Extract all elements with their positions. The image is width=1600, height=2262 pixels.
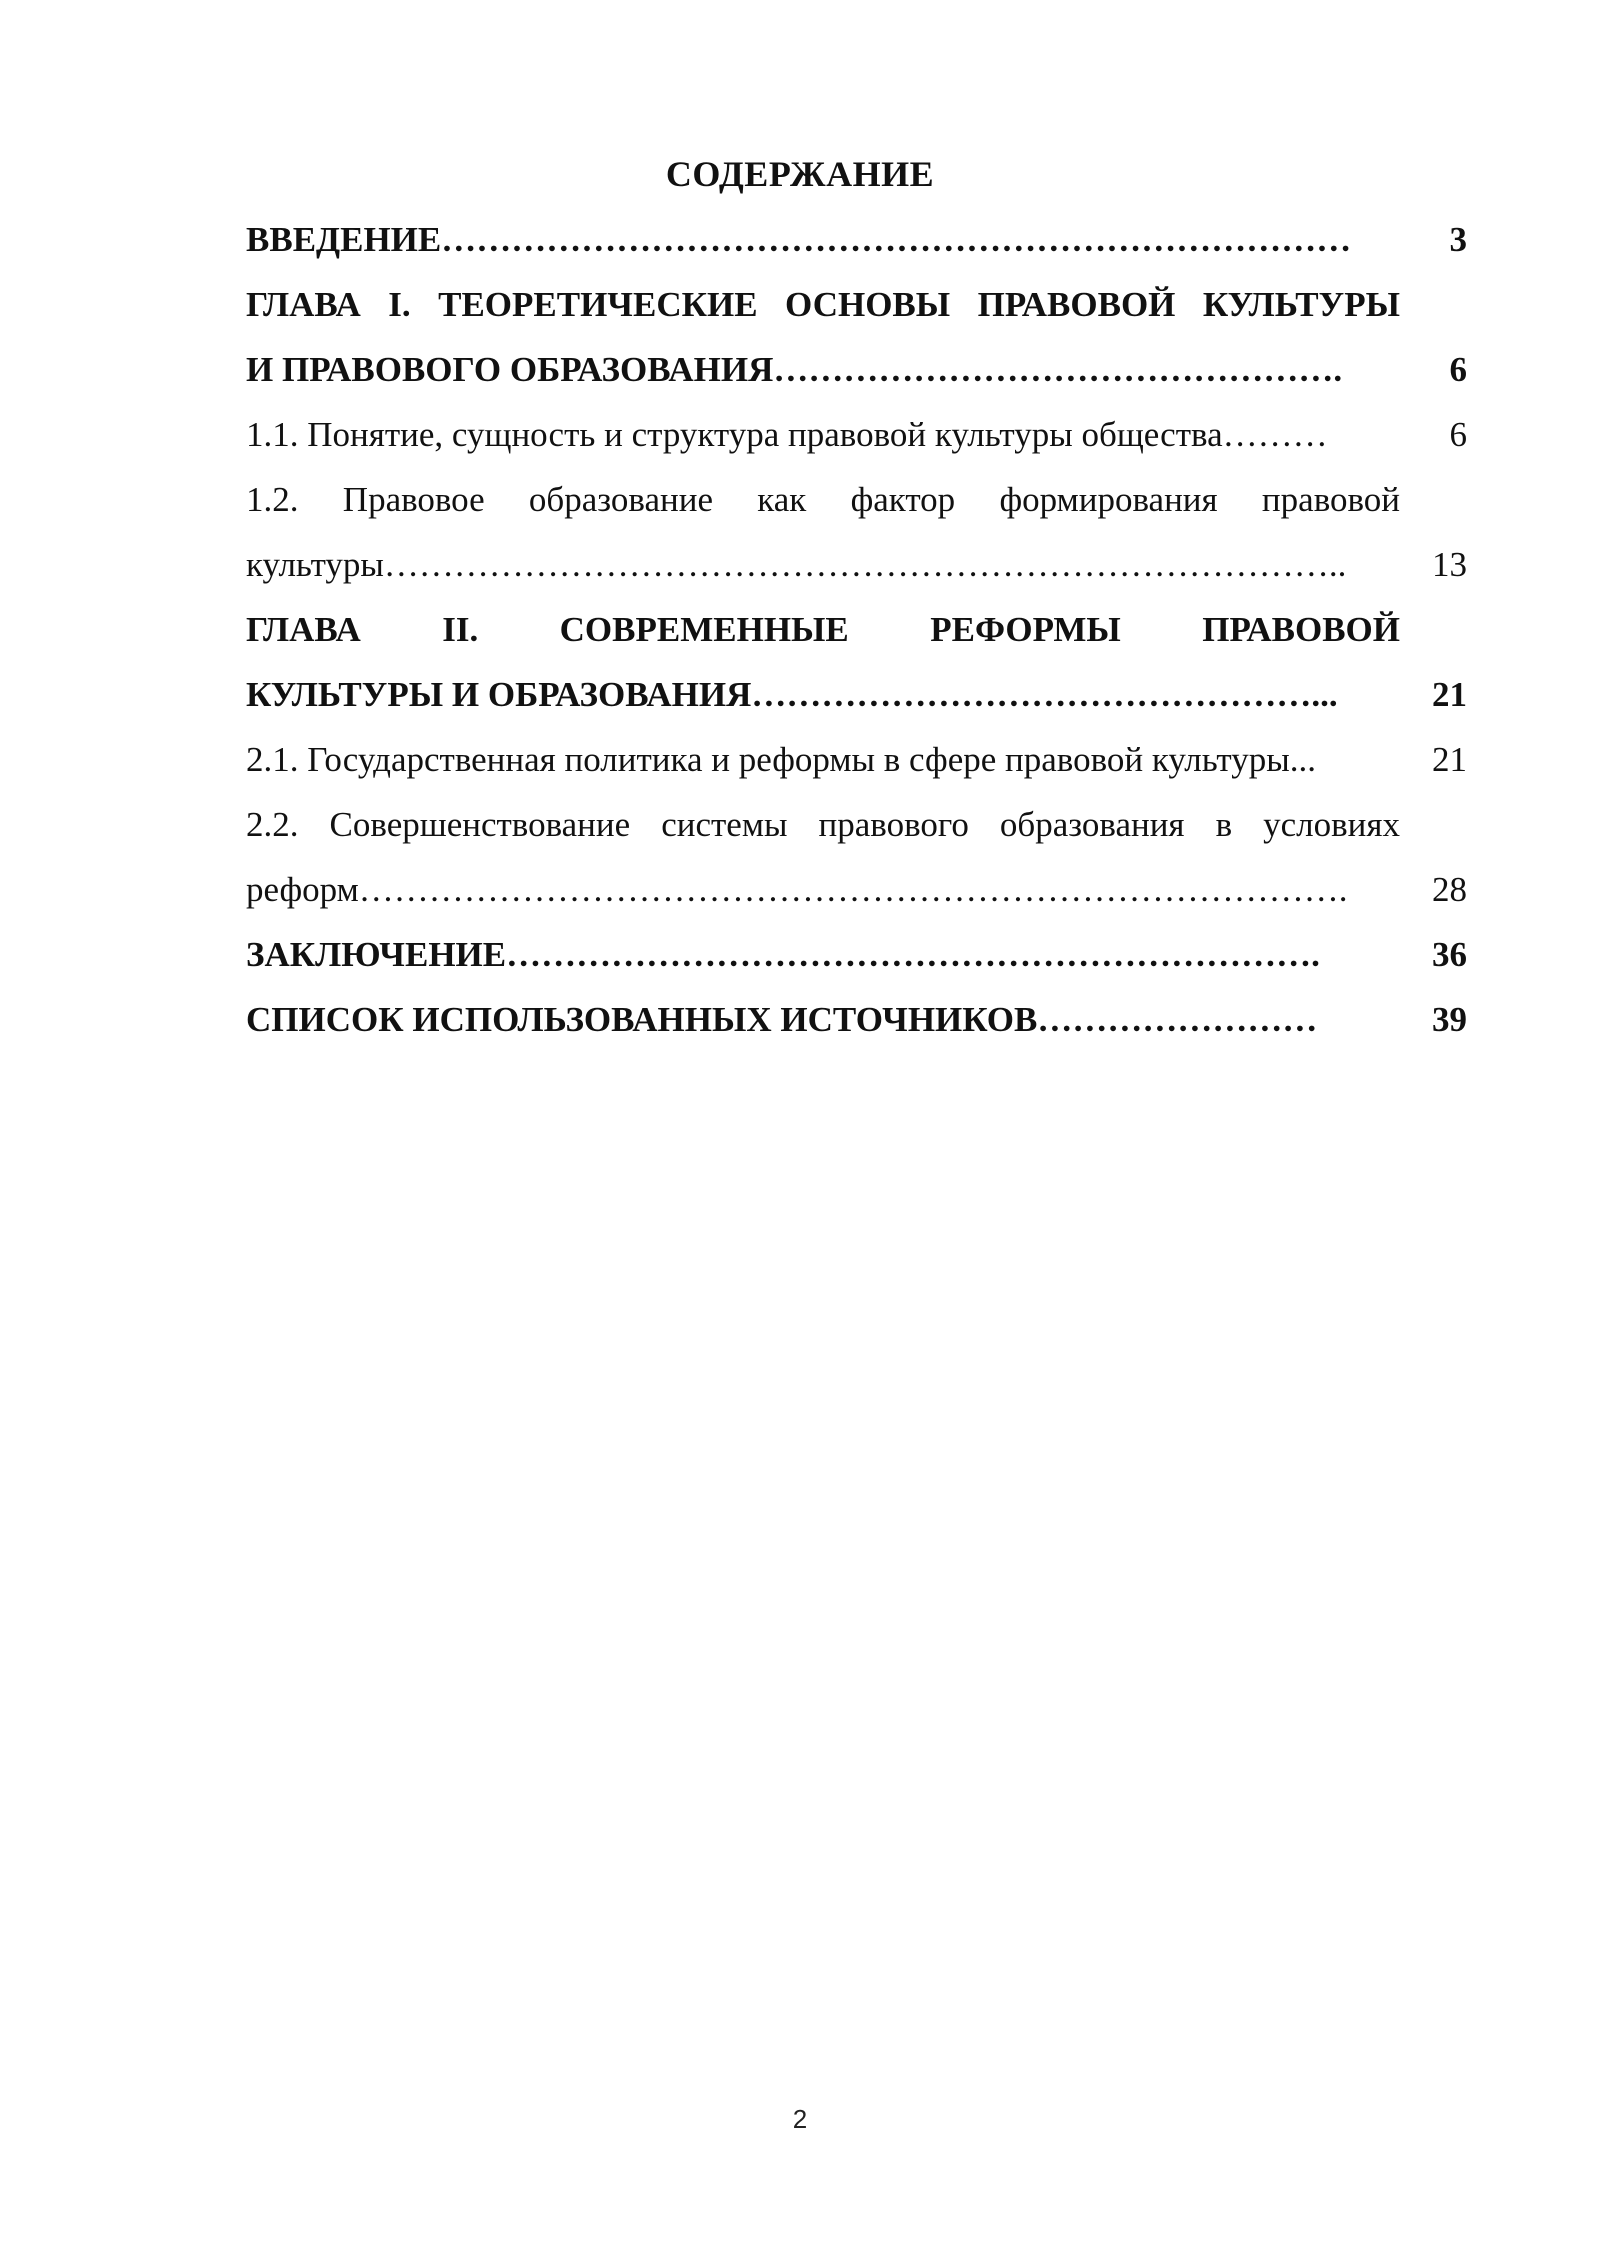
toc-entry-text: ВВЕДЕНИЕ…………………………………………………………………… [246,220,1352,259]
toc-entry-conclusion[interactable] [246,930,1467,980]
toc-entry-page: 36 [1432,935,1467,974]
toc-entry-section-2-2-continued[interactable] [246,865,1467,915]
toc-entry-text: 1.1. Понятие, сущность и структура правовой культуры общества……… [246,415,1328,454]
toc-entry-introduction[interactable] [246,215,1467,265]
toc-entry-page: 6 [1449,415,1467,454]
toc-entry-page: 21 [1432,740,1467,779]
toc-entry-text: 2.2. Совершенствование системы правового образования в условиях [246,805,1400,844]
toc-entry-page: 21 [1432,675,1467,714]
toc-entry-chapter-2[interactable] [246,605,1467,655]
toc-entry-page: 3 [1449,220,1467,259]
toc-entry-text: ГЛАВА I. ТЕОРЕТИЧЕСКИЕ ОСНОВЫ ПРАВОВОЙ КУЛЬТУРЫ [246,285,1400,324]
toc-entry-references[interactable] [246,995,1467,1045]
toc-entry-text: И ПРАВОВОГО ОБРАЗОВАНИЯ…………………………………………. [246,350,1343,389]
toc-entry-text: СПИСОК ИСПОЛЬЗОВАННЫХ ИСТОЧНИКОВ…………………… [246,1000,1318,1039]
toc-entry-text: КУЛЬТУРЫ И ОБРАЗОВАНИЯ…………………………………………... [246,675,1338,714]
toc-entry-page: 6 [1449,350,1467,389]
toc-entry-chapter-1[interactable] [246,280,1467,330]
toc-entry-text: ЗАКЛЮЧЕНИЕ……………………………………………………………. [246,935,1320,974]
toc-entry-section-2-1[interactable] [246,735,1467,785]
toc-entry-text: реформ…………………………………………………………………………. [246,870,1348,909]
toc-entry-section-1-2[interactable] [246,475,1467,525]
toc-entry-section-1-2-continued[interactable] [246,540,1467,590]
toc-entry-section-2-2[interactable] [246,800,1467,850]
toc-entry-text: ГЛАВА II. СОВРЕМЕННЫЕ РЕФОРМЫ ПРАВОВОЙ [246,610,1400,649]
toc-entry-chapter-1-continued[interactable] [246,345,1467,395]
toc-entry-page: 13 [1432,545,1467,584]
toc-entry-page: 39 [1432,1000,1467,1039]
toc-entry-text: 1.2. Правовое образование как фактор формирования правовой [246,480,1400,519]
toc-entry-text: культуры……………………………………………………………………….. [246,545,1347,584]
toc-entry-section-1-1[interactable] [246,410,1467,460]
toc-title: СОДЕРЖАНИЕ [665,154,935,194]
toc-entry-chapter-2-continued[interactable] [246,670,1467,720]
page-number: 2 [792,2104,808,2134]
toc-entry-text: 2.1. Государственная политика и реформы в сфере правовой культуры... [246,740,1316,779]
toc-entry-page: 28 [1432,870,1467,909]
